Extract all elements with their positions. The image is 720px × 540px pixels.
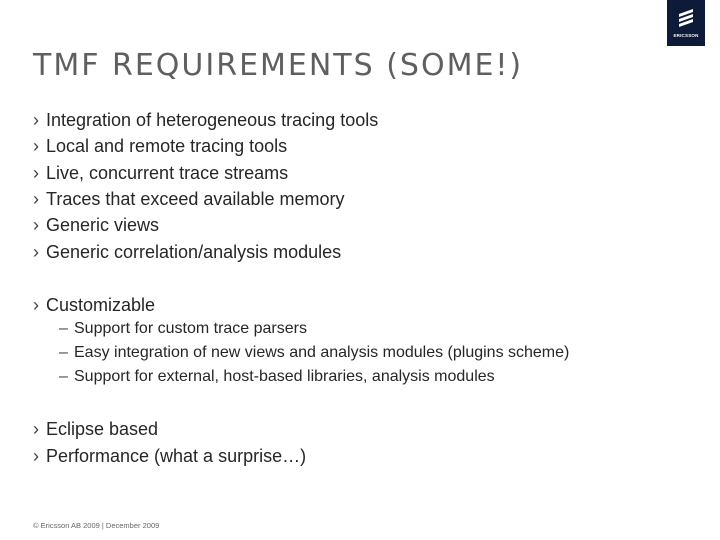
bullet-marker: › (33, 295, 39, 315)
bullet-item (33, 163, 288, 183)
bullet-text: Customizable (46, 295, 156, 315)
bullet-text: Local and remote tracing tools (46, 136, 288, 156)
sub-bullet-text: Easy integration of new views and analysis modules (plugins scheme) (74, 344, 570, 361)
sub-bullet-item (59, 368, 495, 386)
bullet-item (33, 189, 344, 209)
bullet-marker: › (33, 189, 39, 209)
bullet-marker: › (33, 215, 39, 235)
bullet-item (33, 295, 155, 315)
bullet-text: Traces that exceed available memory (46, 189, 345, 209)
bullet-marker: › (33, 163, 39, 183)
bullet-text: Generic correlation/analysis modules (46, 242, 342, 262)
bullet-item (33, 446, 306, 466)
logo-wordmark: ERICSSON (673, 33, 699, 38)
bullet-item (33, 242, 341, 262)
bullet-marker: › (33, 242, 39, 262)
bullet-marker: › (33, 110, 39, 130)
bullet-item (33, 110, 378, 130)
bullet-text: Integration of heterogeneous tracing tools (46, 110, 379, 130)
sub-bullet-marker: – (59, 320, 68, 337)
sub-bullet-text: Support for custom trace parsers (74, 320, 307, 337)
bullet-text: Performance (what a surprise…) (46, 446, 307, 466)
slide-title: TMF REQUIREMENTS (SOME!) (33, 48, 524, 83)
bullet-text: Eclipse based (46, 419, 159, 439)
bullet-marker: › (33, 446, 39, 466)
bullet-text: Generic views (46, 215, 160, 235)
sub-bullet-text: Support for external, host-based libraries, analysis modules (74, 368, 495, 385)
slide-footer: © Ericsson AB 2009 | December 2009 (33, 521, 160, 530)
sub-bullet-item (59, 320, 307, 338)
bullet-marker: › (33, 419, 39, 439)
sub-bullet-marker: – (59, 368, 68, 385)
bullet-item (33, 136, 287, 156)
bullet-item (33, 215, 159, 235)
ericsson-logo (667, 0, 705, 46)
bullet-item (33, 419, 158, 439)
sub-bullet-item (59, 344, 569, 362)
bullet-text: Live, concurrent trace streams (46, 163, 289, 183)
sub-bullet-marker: – (59, 344, 68, 361)
bullet-marker: › (33, 136, 39, 156)
ericsson-logo-icon (678, 6, 694, 30)
